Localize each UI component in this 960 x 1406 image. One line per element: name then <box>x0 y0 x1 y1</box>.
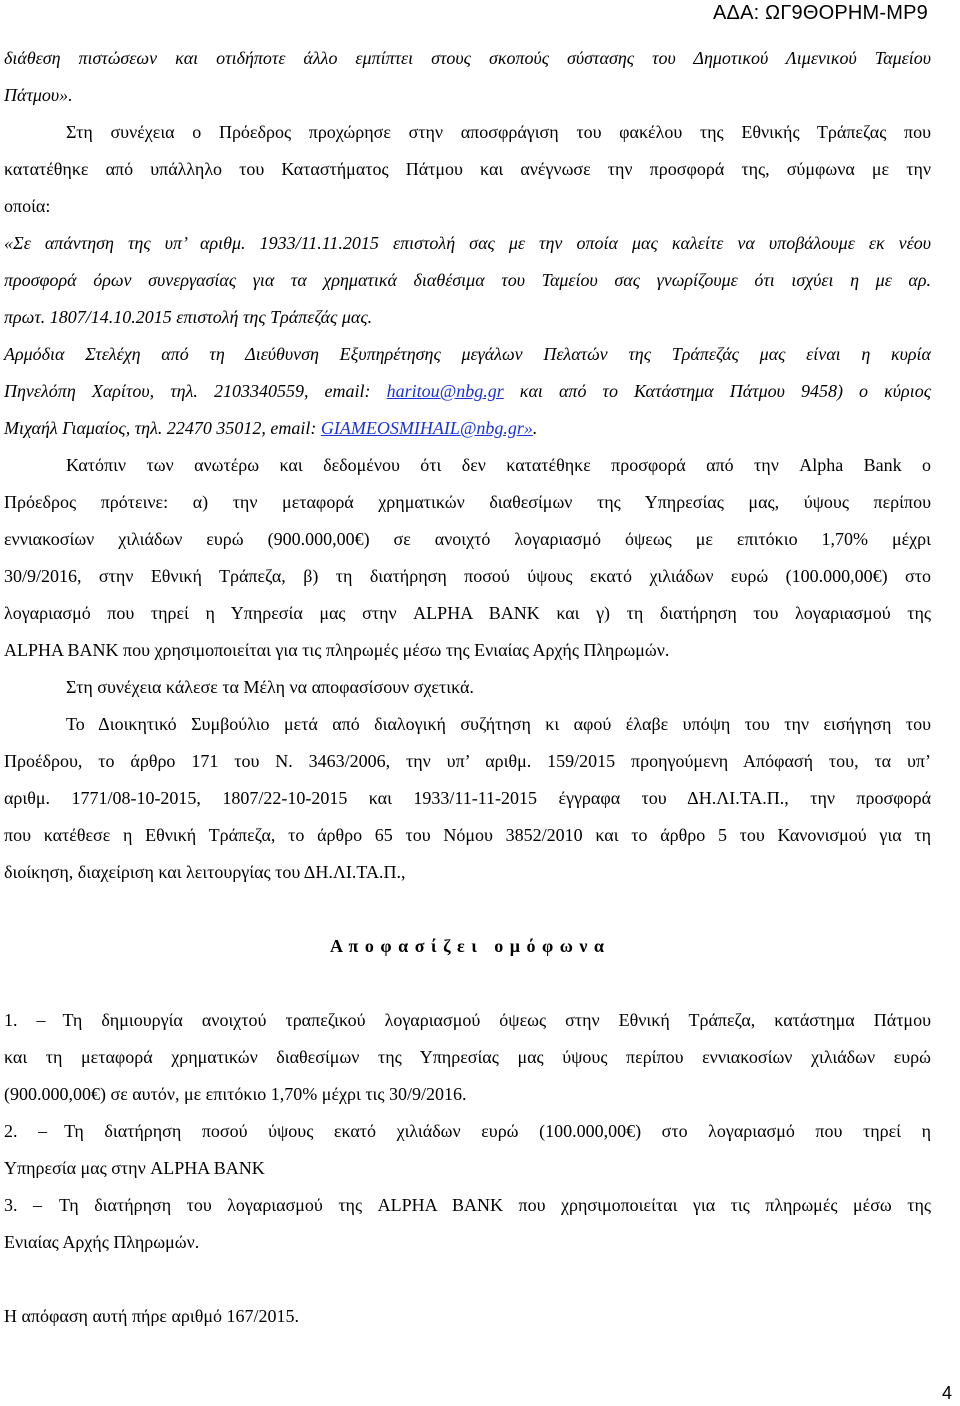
item-2-number: 2. <box>4 1121 18 1141</box>
p3-line-4: 30/9/2016, στην Εθνική Τράπεζα, β) τη διατήρηση ποσού ύψους εκατό χιλιάδων ευρώ (100.000,00€) στο <box>4 566 931 586</box>
email-link-haritou[interactable]: haritou@nbg.gr <box>386 381 504 401</box>
spacer <box>4 965 931 1002</box>
page-number: 4 <box>941 1383 952 1403</box>
item-1-number: 1. <box>4 1010 18 1030</box>
quote-line-1: «Σε απάντηση της υπ’ αριθμ. 1933/11.11.2015 επιστολή σας με την οποία μας καλείτε να υποβάλουμε εκ νέου <box>4 233 931 253</box>
p1-line-2: Πάτμου». <box>4 85 73 105</box>
p5-line-3: αριθμ. 1771/08-10-2015, 1807/22-10-2015 και 1933/11-11-2015 έγγραφα του ΔΗ.ΛΙ.ΤΑ.Π., την προσφορά <box>4 788 931 808</box>
p5-line-1: Το Διοικητικό Συμβούλιο μετά από διαλογική συζήτηση κι αφού έλαβε υπόψη του την εισήγηση του <box>66 714 931 734</box>
spacer <box>4 891 931 928</box>
spacer <box>4 1261 931 1298</box>
p3-line-6: ALPHA BANK που χρησιμοποιείται για τις πληρωμές μέσω της Ενιαίας Αρχής Πληρωμών. <box>4 640 670 660</box>
item-3-text: Τη διατήρηση του λογαριασμού της ALPHA BANK που χρησιμοποιείται για τις πληρωμές μέσω της <box>58 1195 932 1215</box>
item-1-line-2: και τη μεταφορά χρηματικών διαθεσίμων της Υπηρεσίας μας ύψους περίπου εννιακοσίων χιλιάδων ευρώ <box>4 1047 931 1067</box>
p2-line-1: Στη συνέχεια ο Πρόεδρος προχώρησε στην αποσφράγιση του φακέλου της Εθνικής Τράπεζας που <box>66 122 931 142</box>
email-link-giamaios[interactable]: GIAMEOSMIHAIL@nbg.gr» <box>320 418 533 438</box>
item-1-line-1 <box>4 1002 931 1039</box>
item-3-line-2: Ενιαίας Αρχής Πληρωμών. <box>4 1232 200 1252</box>
quote-line-6 <box>4 410 931 447</box>
p5-line-2: Προέδρου, το άρθρο 171 του Ν. 3463/2006, την υπ’ αριθμ. 159/2015 προηγούμενη Απόφασή του, τα υπ’ <box>4 751 931 771</box>
p4-line-1: Στη συνέχεια κάλεσε τα Μέλη να αποφασίσουν σχετικά. <box>66 677 474 697</box>
p3-line-2: Πρόεδρος πρότεινε: α) την μεταφορά χρηματικών διαθεσίμων της Υπηρεσίας μας, ύψους περίπου <box>4 492 931 512</box>
item-3-number: 3. <box>4 1195 18 1215</box>
item-3-line-1 <box>4 1187 931 1224</box>
item-2-text: Τη διατήρηση ποσού ύψους εκατό χιλιάδων ευρώ (100.000,00€) στο λογαριασμό που τηρεί η <box>64 1121 931 1141</box>
quote-line-5-b: και από το Κατάστημα Πάτμου 9458) ο κύριος <box>503 381 931 401</box>
quote-line-6-a: Μιχαήλ Γιαμαίος, τηλ. 22470 35012, email: <box>4 418 321 438</box>
quote-line-6-b: . <box>532 418 538 438</box>
ada-code: ΑΔΑ: ΩΓ9ΘΟΡΗΜ-ΜΡ9 <box>713 2 928 24</box>
quote-line-4: Αρμόδια Στελέχη από τη Διεύθυνση Εξυπηρέτησης μεγάλων Πελατών της Τράπεζάς μας είναι η κυρία <box>4 344 931 364</box>
document-body <box>4 40 931 1335</box>
item-1-line-3: (900.000,00€) σε αυτόν, με επιτόκιο 1,70% μέχρι τις 30/9/2016. <box>4 1084 467 1104</box>
item-2-line-2: Υπηρεσία μας στην ALPHA BANK <box>4 1158 265 1178</box>
decision-heading: Α π ο φ α σ ί ζ ε ι ο μ ό φ ω ν α <box>330 936 605 956</box>
p3-line-5: λογαριασμό που τηρεί η Υπηρεσία μας στην ALPHA BANK και γ) τη διατήρηση του λογαριασμού της <box>4 603 931 623</box>
quote-line-5 <box>4 373 931 410</box>
closing-line: Η απόφαση αυτή πήρε αριθμό 167/2015. <box>4 1306 300 1326</box>
quote-line-5-a: Πηνελόπη Χαρίτου, τηλ. 2103340559, email: <box>4 381 387 401</box>
item-2-line-1 <box>4 1113 931 1150</box>
dash-icon: – <box>32 1195 42 1215</box>
quote-line-3: πρωτ. 1807/14.10.2015 επιστολή της Τράπεζάς μας. <box>4 307 373 327</box>
item-1-text: Τη δημιουργία ανοιχτού τραπεζικού λογαριασμού όψεως στην Εθνική Τράπεζα, κατάστημα Πάτμου <box>62 1010 931 1030</box>
p5-line-4: που κατέθεσε η Εθνική Τράπεζα, το άρθρο 65 του Νόμου 3852/2010 και το άρθρο 5 του Κανονισμού για τη <box>4 825 931 845</box>
p2-line-3: οποία: <box>4 196 51 216</box>
p2-line-2: κατατέθηκε από υπάλληλο του Καταστήματος Πάτμου και ανέγνωσε την προσφορά της, σύμφωνα με την <box>4 159 931 179</box>
p3-line-1: Κατόπιν των ανωτέρω και δεδομένου ότι δεν κατατέθηκε προσφορά από την Alpha Bank ο <box>66 455 931 475</box>
dash-icon: – <box>38 1121 48 1141</box>
p1-line-1: διάθεση πιστώσεων και οτιδήποτε άλλο εμπίπτει στους σκοπούς σύστασης του Δημοτικού Λιμενικού Ταμείου <box>4 48 931 68</box>
p3-line-3: εννιακοσίων χιλιάδων ευρώ (900.000,00€) σε ανοιχτό λογαριασμό όψεως με επιτόκιο 1,70% μέχρι <box>4 529 931 549</box>
p5-line-5: διοίκηση, διαχείριση και λειτουργίας του ΔΗ.ΛΙ.ΤΑ.Π., <box>4 862 406 882</box>
quote-line-2: προσφορά όρων συνεργασίας για τα χρηματικά διαθέσιμα του Ταμείου σας γνωρίζουμε ότι ισχύει η με αρ. <box>4 270 931 290</box>
dash-icon: – <box>36 1010 46 1030</box>
